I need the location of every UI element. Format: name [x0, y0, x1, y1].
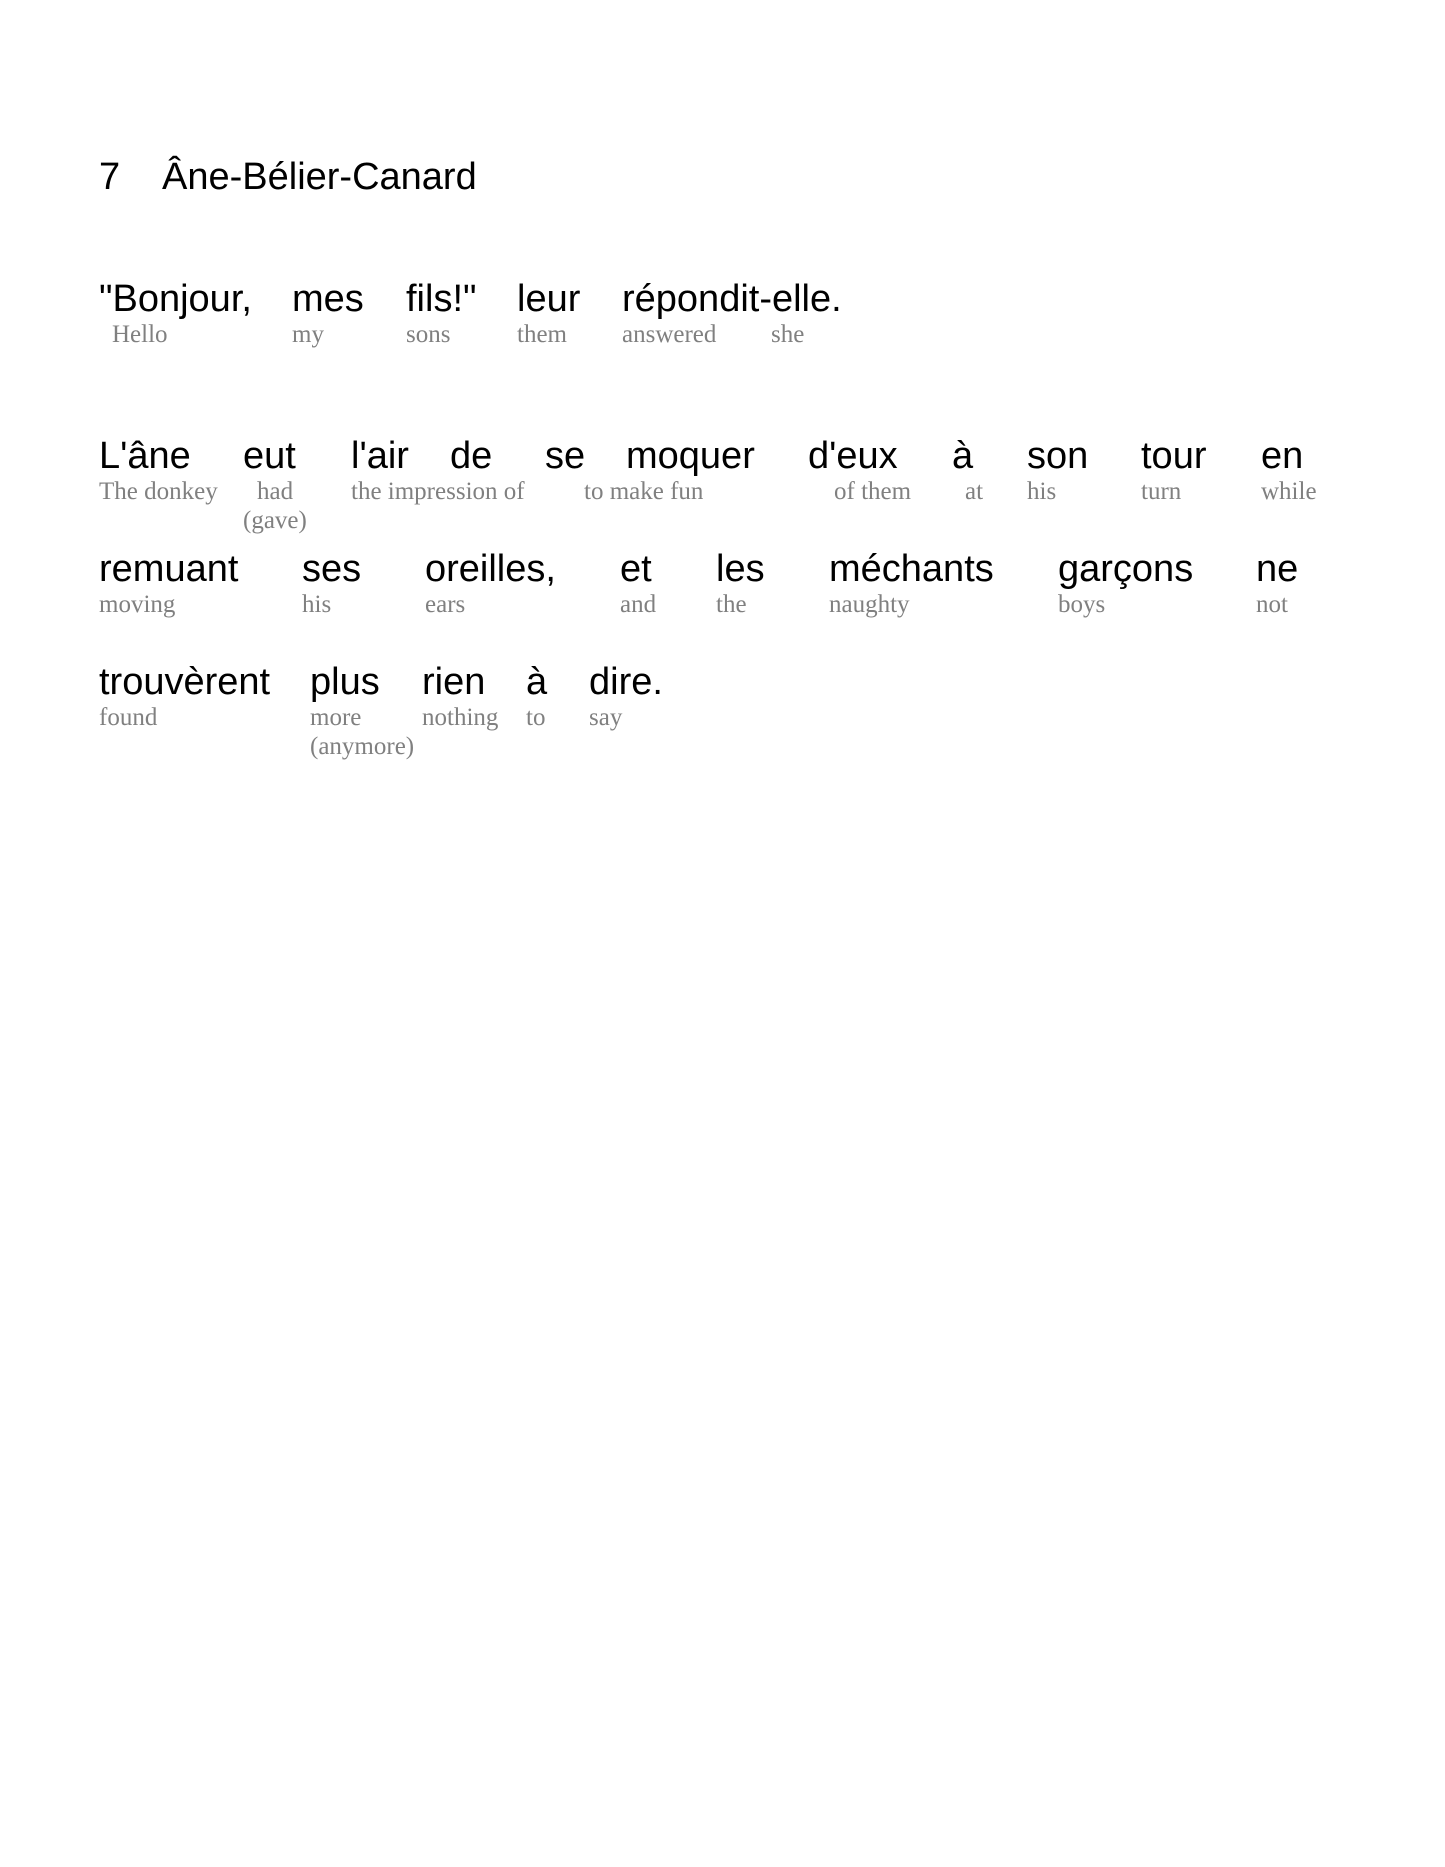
- english-gloss: his: [302, 591, 332, 618]
- english-gloss: boys: [1058, 591, 1106, 618]
- english-gloss: nothing: [422, 704, 499, 731]
- french-word: à: [952, 435, 974, 477]
- chapter-number: 7: [99, 156, 121, 198]
- english-gloss: the impression of: [351, 478, 525, 505]
- english-gloss: (gave): [243, 507, 307, 534]
- english-gloss: not: [1256, 591, 1288, 618]
- french-word: ne: [1256, 548, 1299, 590]
- french-word: tour: [1141, 435, 1207, 477]
- english-gloss: moving: [99, 591, 176, 618]
- french-word: méchants: [829, 548, 994, 590]
- french-word: eut: [243, 435, 296, 477]
- french-word: "Bonjour,: [99, 278, 252, 320]
- french-word: trouvèrent: [99, 661, 271, 703]
- english-gloss: naughty: [829, 591, 910, 618]
- english-gloss: to make fun: [584, 478, 704, 505]
- french-word: en: [1261, 435, 1304, 477]
- english-gloss: Hello: [112, 321, 168, 348]
- english-gloss: and: [620, 591, 657, 618]
- french-word: d'eux: [808, 435, 898, 477]
- french-word: fils!": [406, 278, 477, 320]
- page-title: [99, 156, 477, 199]
- french-word: L'âne: [99, 435, 191, 477]
- french-word: moquer: [626, 435, 755, 477]
- english-gloss: at: [965, 478, 984, 505]
- french-word: rien: [422, 661, 486, 703]
- french-word: leur: [517, 278, 581, 320]
- english-gloss: his: [1027, 478, 1057, 505]
- english-gloss: my: [292, 321, 324, 348]
- french-word: son: [1027, 435, 1089, 477]
- english-gloss: of them: [834, 478, 912, 505]
- french-word: l'air: [351, 435, 409, 477]
- english-gloss: answered: [622, 321, 717, 348]
- english-gloss: turn: [1141, 478, 1182, 505]
- french-word: à: [526, 661, 548, 703]
- french-word: dire.: [589, 661, 663, 703]
- english-gloss: (anymore): [310, 733, 415, 760]
- french-word: garçons: [1058, 548, 1194, 590]
- french-word: les: [716, 548, 765, 590]
- english-gloss: she: [771, 321, 805, 348]
- french-word: plus: [310, 661, 380, 703]
- english-gloss: The donkey: [99, 478, 218, 505]
- english-gloss: had: [257, 478, 294, 505]
- french-word: de: [450, 435, 493, 477]
- french-word: répondit-elle.: [622, 278, 842, 320]
- english-gloss: while: [1261, 478, 1317, 505]
- french-word: remuant: [99, 548, 239, 590]
- french-word: mes: [292, 278, 364, 320]
- chapter-title: Âne-Bélier-Canard: [162, 156, 477, 198]
- english-gloss: say: [589, 704, 623, 731]
- french-word: oreilles,: [425, 548, 556, 590]
- english-gloss: the: [716, 591, 747, 618]
- french-word: et: [620, 548, 652, 590]
- english-gloss: ears: [425, 591, 466, 618]
- english-gloss: more: [310, 704, 362, 731]
- french-word: se: [545, 435, 586, 477]
- english-gloss: to: [526, 704, 546, 731]
- english-gloss: found: [99, 704, 158, 731]
- english-gloss: sons: [406, 321, 451, 348]
- french-word: ses: [302, 548, 362, 590]
- english-gloss: them: [517, 321, 567, 348]
